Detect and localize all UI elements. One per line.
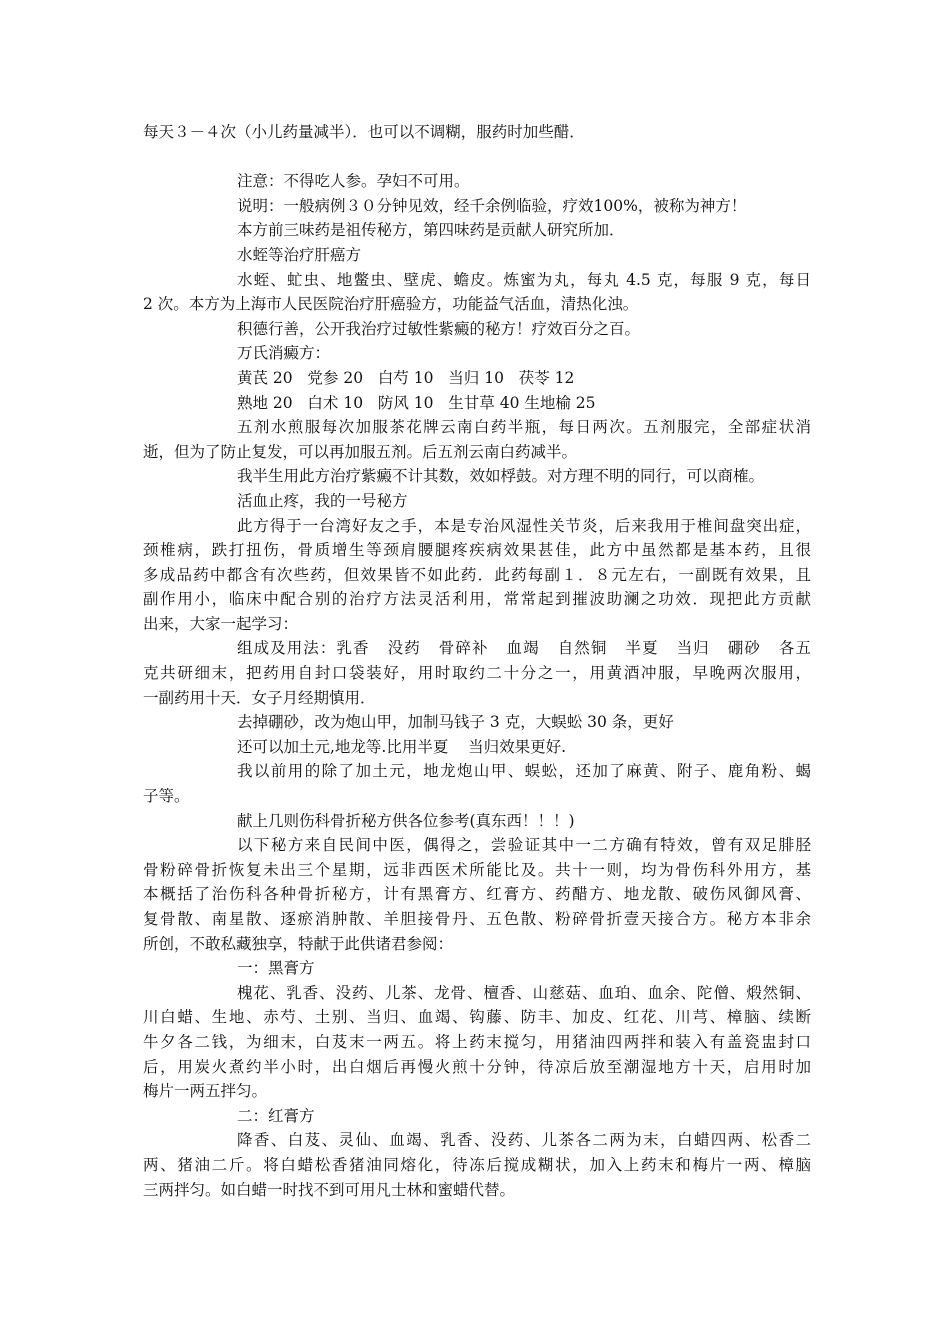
text-line: 出来，大家一起学习： (143, 614, 299, 633)
text-line: 子等。 (143, 787, 190, 806)
text-line: 此方得于一台湾好友之手，本是专治风湿性关节炎，后来我用于椎间盘突出症， (237, 516, 811, 535)
text-line: 川白蜡、生地、赤芍、土别、当归、血竭、钩藤、防丰、加皮、红花、川芎、樟脑、续断 (143, 1008, 811, 1027)
text-line: 我半生用此方治疗紫癜不计其数，效如桴鼓。对方理不明的同行，可以商榷。 (237, 467, 765, 486)
text-line: 2 次。本方为上海市人民医院治疗肝癌验方，功能益气活血，清热化浊。 (143, 295, 639, 314)
section-heading: 献上几则伤科骨折秘方供各位参考(真东西！！！) (237, 811, 575, 830)
document-body (143, 120, 811, 1202)
text-line: 所创，不敢私藏独享，特献于此供诸君参阅： (143, 934, 454, 953)
text-line: 水蛭、虻虫、地鳖虫、壁虎、蟾皮。炼蜜为丸，每丸 4.5 克，每服 9 克，每日 (237, 270, 811, 289)
text-line: 黄芪 20 党参 20 白芍 10 当归 10 茯苓 12 (237, 368, 575, 387)
section-heading: 水蛭等治疗肝癌方 (237, 245, 362, 264)
text-line: 以下秘方来自民间中医，偶得之，尝验证其中一二方确有特效，曾有双足腓胫 (237, 836, 811, 855)
text-line: 骨粉碎骨折恢复未出三个星期，远非西医术所能比及。共十一则，均为骨伤科外用方，基 (143, 860, 811, 879)
section-heading: 一：黑膏方 (237, 959, 315, 978)
text-line: 克共研细末，把药用自封口袋装好，用时取约二十分之一，用黄酒冲服，早晚两次服用， (143, 664, 811, 683)
text-line: 说明：一般病例３０分钟见效，经千余例临验，疗效100%，被称为神方！ (237, 196, 747, 215)
text-line: 积德行善，公开我治疗过敏性紫癜的秘方！疗效百分之百。 (237, 319, 641, 338)
text-line: 本方前三味药是祖传秘方，第四味药是贡献人研究所加． (237, 221, 625, 240)
text-line: 熟地 20 白术 10 防风 10 生甘草 40 生地榆 25 (237, 393, 596, 412)
text-line: 降香、白芨、灵仙、血竭、乳香、没药、儿茶各二两为末，白蜡四两、松香二 (237, 1131, 811, 1150)
text-line: 梅片一两五拌匀。 (143, 1082, 268, 1101)
text-line: 每天３－４次（小儿药量减半）．也可以不调糊，服药时加些醋． (143, 123, 585, 141)
section-heading: 活血止疼，我的一号秘方 (237, 491, 408, 510)
text-line: 槐花、乳香、没药、儿茶、龙骨、檀香、山慈菇、血珀、血余、陀僧、煅然铜、 (237, 983, 811, 1002)
section-heading: 二：红膏方 (237, 1106, 315, 1125)
text-line: 颈椎病，跌打扭伤，骨质增生等颈肩腰腿疼疾病效果甚佳，此方中虽然都是基本药，且很 (143, 541, 811, 560)
text-line: 我以前用的除了加土元，地龙炮山甲、蜈蚣，还加了麻黄、附子、鹿角粉、蝎 (237, 762, 811, 781)
text-line: 组成及用法：乳香 没药 骨碎补 血竭 自然铜 半夏 当归 硼砂 各五 (237, 639, 811, 658)
text-line: 复骨散、南星散、逐瘀消肿散、羊胆接骨丹、五色散、粉碎骨折壹天接合方。秘方本非余 (143, 910, 811, 928)
text-line: 一副药用十天．女子月经期慎用． (143, 688, 376, 707)
section-heading: 万氏消癜方： (237, 344, 331, 363)
text-line: 后，用炭火煮约半小时，出白烟后再慢火煎十分钟，待凉后放至潮湿地方十天，启用时加 (143, 1057, 811, 1076)
text-line: 牛夕各二钱，为细末，白芨末一两五。将上药末搅匀，用猪油四两拌和装入有盖瓷盅封口 (143, 1032, 811, 1051)
text-line: 逝，但为了防止复发，可以再加服五剂。后五剂云南白药减半。 (143, 442, 578, 461)
text-line: 五剂水煎服每次加服茶花牌云南白药半瓶，每日两次。五剂服完，全部症状消 (237, 418, 811, 437)
text-line: 去掉硼砂，改为炮山甲，加制马钱子 3 克，大蜈蚣 30 条，更好 (237, 713, 674, 732)
text-line: 还可以加土元,地龙等.比用半夏 当归效果更好. (237, 737, 566, 756)
text-line: 两、猪油二斤。将白蜡松香猪油同熔化，待冻后搅成糊状，加入上药末和梅片一两、樟脑 (143, 1155, 811, 1174)
blank-line (143, 145, 811, 170)
text-line: 本概括了治伤科各种骨折秘方，计有黑膏方、红膏方、药醋方、地龙散、破伤风御风膏、 (143, 885, 811, 904)
text-line: 注意：不得吃人参。孕妇不可用。 (237, 172, 470, 191)
text-line: 多成品药中都含有次些药，但效果皆不如此药．此药每副１．８元左右，一副既有效果，且 (143, 565, 811, 584)
text-line: 副作用小，临床中配合别的治疗方法灵活利用，常常起到摧波助澜之功效．现把此方贡献 (143, 590, 811, 609)
text-line: 三两拌匀。如白蜡一时找不到可用凡士林和蜜蜡代替。 (143, 1180, 516, 1199)
